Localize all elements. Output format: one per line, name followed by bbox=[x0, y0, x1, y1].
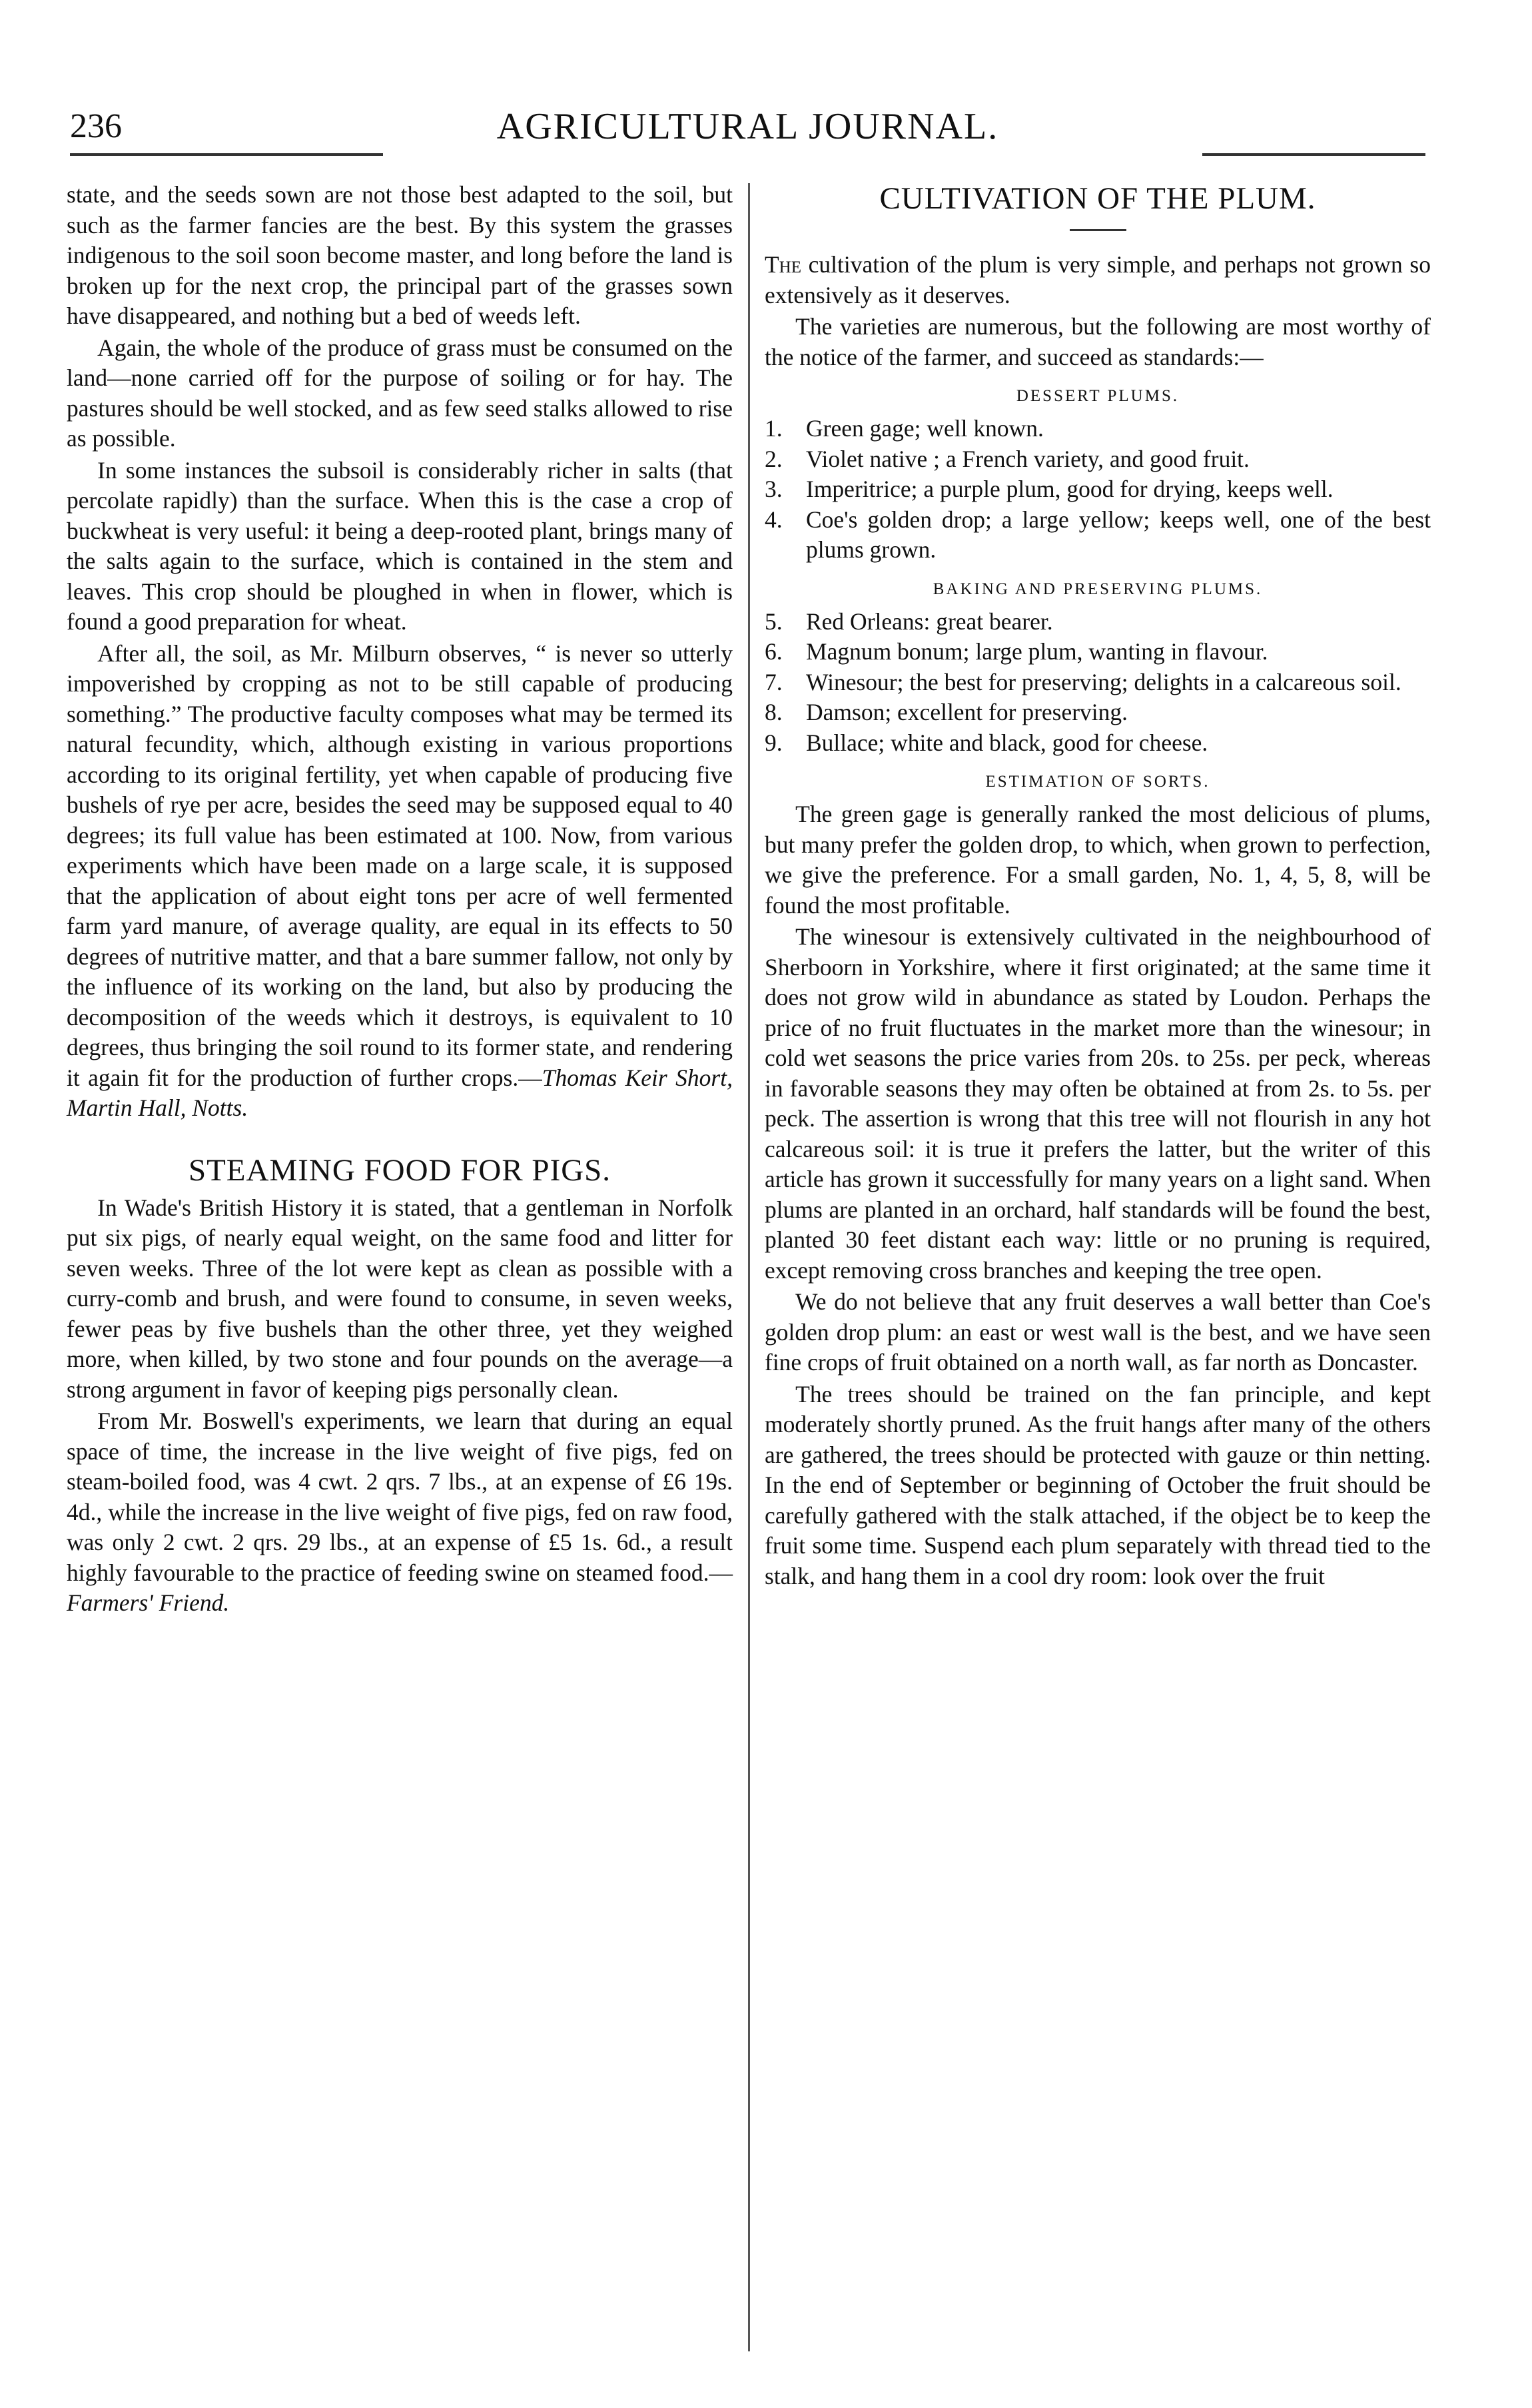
estimation-heading: ESTIMATION OF SORTS. bbox=[985, 773, 1210, 791]
header-rule-left bbox=[70, 153, 383, 156]
item-number: 7. bbox=[765, 668, 783, 695]
baking-plums-list bbox=[765, 607, 1431, 759]
intro-lead: The bbox=[765, 251, 802, 278]
paragraph-with-byline bbox=[67, 1406, 733, 1619]
article-title: CULTIVATION OF THE PLUM. bbox=[879, 181, 1316, 216]
paragraph: The winesour is extensively cultivated in the neighbourhood of Sherboorn in Yorkshire, where it first originated; at the same time it does not grow wild in abundance as stated by Loudon. Perhaps the price of no fruit fluctuates in the market more than the winesour; in cold wet seasons the price varies from 20s. to 25s. per peck, whereas in favorable seasons they may often be obtained at from 2s. to 5s. per peck. The assertion is wrong that this tree will not flourish in any hot calcareous soil: it is true it prefers the latter, but the writer of this article has grown it successfully for many years on a light sand. When plums are planted in an orchard, half standards will be found the best, planted 30 feet distant each way: little or no pruning is required, except removing cross branches and keeping the tree open. bbox=[765, 923, 1431, 1284]
byline: Farmers' Friend. bbox=[67, 1589, 230, 1616]
paragraph-with-byline bbox=[67, 639, 733, 1124]
item-text: Violet native ; a French variety, and good fruit. bbox=[806, 445, 1250, 472]
item-text: Green gage; well known. bbox=[806, 415, 1044, 442]
right-column bbox=[765, 180, 1431, 1591]
pigs-article bbox=[67, 1152, 733, 1619]
paragraph: In some instances the subsoil is considerably richer in salts (that percolate rapidly) than the surface. When this is the case a crop of buckwheat is very useful: it being a deep-rooted plant, brings many of the salts again to the surface, which is contained in the stem and leaves. This crop should be ploughed in when in flower, which is found a good preparation for wheat. bbox=[67, 456, 733, 635]
item-number: 9. bbox=[765, 729, 783, 756]
list-item bbox=[765, 474, 1431, 505]
item-number: 3. bbox=[765, 476, 783, 502]
paragraph: The trees should be trained on the fan principle, and kept moderately shortly pruned. As the fruit hangs after many of the others are gathered, the trees should be protected with gauze or thin netting. In the end of September or beginning of October the fruit should be carefully gathered with the stalk attached, if the object be to keep the fruit some time. Suspend each plum separately with thread tied to the stalk, and hang them in a cool dry room: look over the fruit bbox=[765, 1380, 1431, 1589]
paragraph: Again, the whole of the produce of grass must be consumed on the land—none carried off for the purpose of soiling or for hay. The pastures should be well stocked, and as few seed stalks allowed to rise as possible. bbox=[67, 334, 733, 452]
paragraph-text: From Mr. Boswell's experiments, we learn that during an equal space of time, the increase in the live weight of five pigs, fed on steam-boiled food, was 4 cwt. 2 qrs. 7 lbs., at an expense of £6 19s. 4d., while the increase in the live weight of five pigs, fed on raw food, was only 2 cwt. 2 qrs. 29 lbs., at an expense of £5 1s. 6d., a result highly favourable to the practice of feeding swine on steamed food.— bbox=[67, 1407, 733, 1586]
item-number: 5. bbox=[765, 607, 783, 635]
byline: Thomas Keir Short, Martin Hall, Notts. bbox=[67, 1064, 733, 1121]
item-number: 4. bbox=[765, 506, 783, 533]
list-item bbox=[765, 637, 1431, 667]
paragraph: The green gage is generally ranked the most delicious of plums, but many prefer the golden drop, to which, when grown to perfection, we give the preference. For a small garden, No. 1, 4, 5, 8, will be found the most profitable. bbox=[765, 801, 1431, 919]
left-column bbox=[67, 180, 733, 1619]
list-item bbox=[765, 444, 1431, 475]
item-number: 1. bbox=[765, 415, 783, 442]
item-text: Damson; excellent for preserving. bbox=[806, 699, 1128, 725]
paragraph: In Wade's British History it is stated, that a gentleman in Norfolk put six pigs, of nearly equal weight, on the same food and litter for seven weeks. Three of the lot were kept as clean as possible with a curry-comb and brush, and were found to consume, in seven weeks, fewer peas by five bushels than the other three, yet they weighed more, when killed, by two stone and four pounds on the average—a strong argument in favor of keeping pigs personally clean. bbox=[67, 1194, 733, 1403]
article-title: STEAMING FOOD FOR PIGS. bbox=[188, 1152, 611, 1188]
intro-text: cultivation of the plum is very simple, and perhaps not grown so extensively as it deserves. bbox=[765, 251, 1431, 308]
item-text: Red Orleans: great bearer. bbox=[806, 607, 1053, 635]
page-header bbox=[70, 100, 1425, 167]
item-text: Coe's golden drop; a large yellow; keeps well, one of the best plums grown. bbox=[806, 506, 1431, 563]
item-text: Bullace; white and black, good for cheese. bbox=[806, 729, 1208, 756]
paragraph: The varieties are numerous, but the following are most worthy of the notice of the farmer, and succeed as standards:— bbox=[765, 313, 1431, 370]
item-number: 2. bbox=[765, 445, 783, 472]
item-number: 8. bbox=[765, 699, 783, 725]
page-number: 236 bbox=[70, 107, 122, 145]
list-item bbox=[765, 607, 1431, 637]
item-text: Imperitrice; a purple plum, good for drying, keeps well. bbox=[806, 476, 1334, 502]
column-divider bbox=[748, 183, 750, 2351]
dessert-plums-list bbox=[765, 414, 1431, 566]
list-item bbox=[765, 414, 1431, 444]
list-item bbox=[765, 505, 1431, 566]
header-rule-right bbox=[1202, 153, 1425, 156]
item-text: Magnum bonum; large plum, wanting in flavour. bbox=[806, 638, 1268, 665]
soil-article bbox=[67, 180, 733, 1124]
list-item bbox=[765, 697, 1431, 728]
item-number: 6. bbox=[765, 638, 783, 665]
list-item bbox=[765, 728, 1431, 759]
running-title: AGRICULTURAL JOURNAL. bbox=[496, 106, 999, 147]
list-item bbox=[765, 667, 1431, 698]
paragraph: state, and the seeds sown are not those best adapted to the soil, but such as the farmer fancies are the best. By this system the grasses indigenous to the soil soon become master, and long before the land is broken up for the next crop, the principal part of the grasses sown have disappeared, and nothing but a bed of weeds left. bbox=[67, 181, 733, 329]
dessert-plums-heading: DESSERT PLUMS. bbox=[1016, 387, 1180, 405]
item-text: Winesour; the best for preserving; delights in a calcareous soil. bbox=[806, 668, 1401, 695]
title-rule bbox=[1070, 229, 1126, 231]
baking-plums-heading: BAKING AND PRESERVING PLUMS. bbox=[933, 580, 1263, 598]
paragraph-text: After all, the soil, as Mr. Milburn observes, “ is never so utterly impoverished by cropping as not to be still capable of producing something.” The productive faculty composes what may be termed its natural fecundity, which, although existing in various proportions according to its original fertility, yet when capable of producing five bushels of rye per acre, besides the seed may be supposed equal to 40 degrees; its full value has been estimated at 100. Now, from various experiments which have been made on a large scale, it is supposed that the application of about eight tons per acre of well fermented farm yard manure, of average quality, are equal in its effects to 50 degrees of nutritive matter, and that a bare summer fallow, not only by the influence of its working on the land, but also by producing the decomposition of the weeds which it destroys, is equivalent to 10 degrees, thus bringing the soil round to its former state, and rendering it again fit for the production of further crops.— bbox=[67, 639, 733, 1091]
intro-paragraph bbox=[765, 250, 1431, 310]
plum-article bbox=[765, 180, 1431, 1591]
paragraph: We do not believe that any fruit deserves a wall better than Coe's golden drop plum: an east or west wall is the best, and we have seen fine crops of fruit obtained on a north wall, as far north as Doncaster. bbox=[765, 1288, 1431, 1376]
